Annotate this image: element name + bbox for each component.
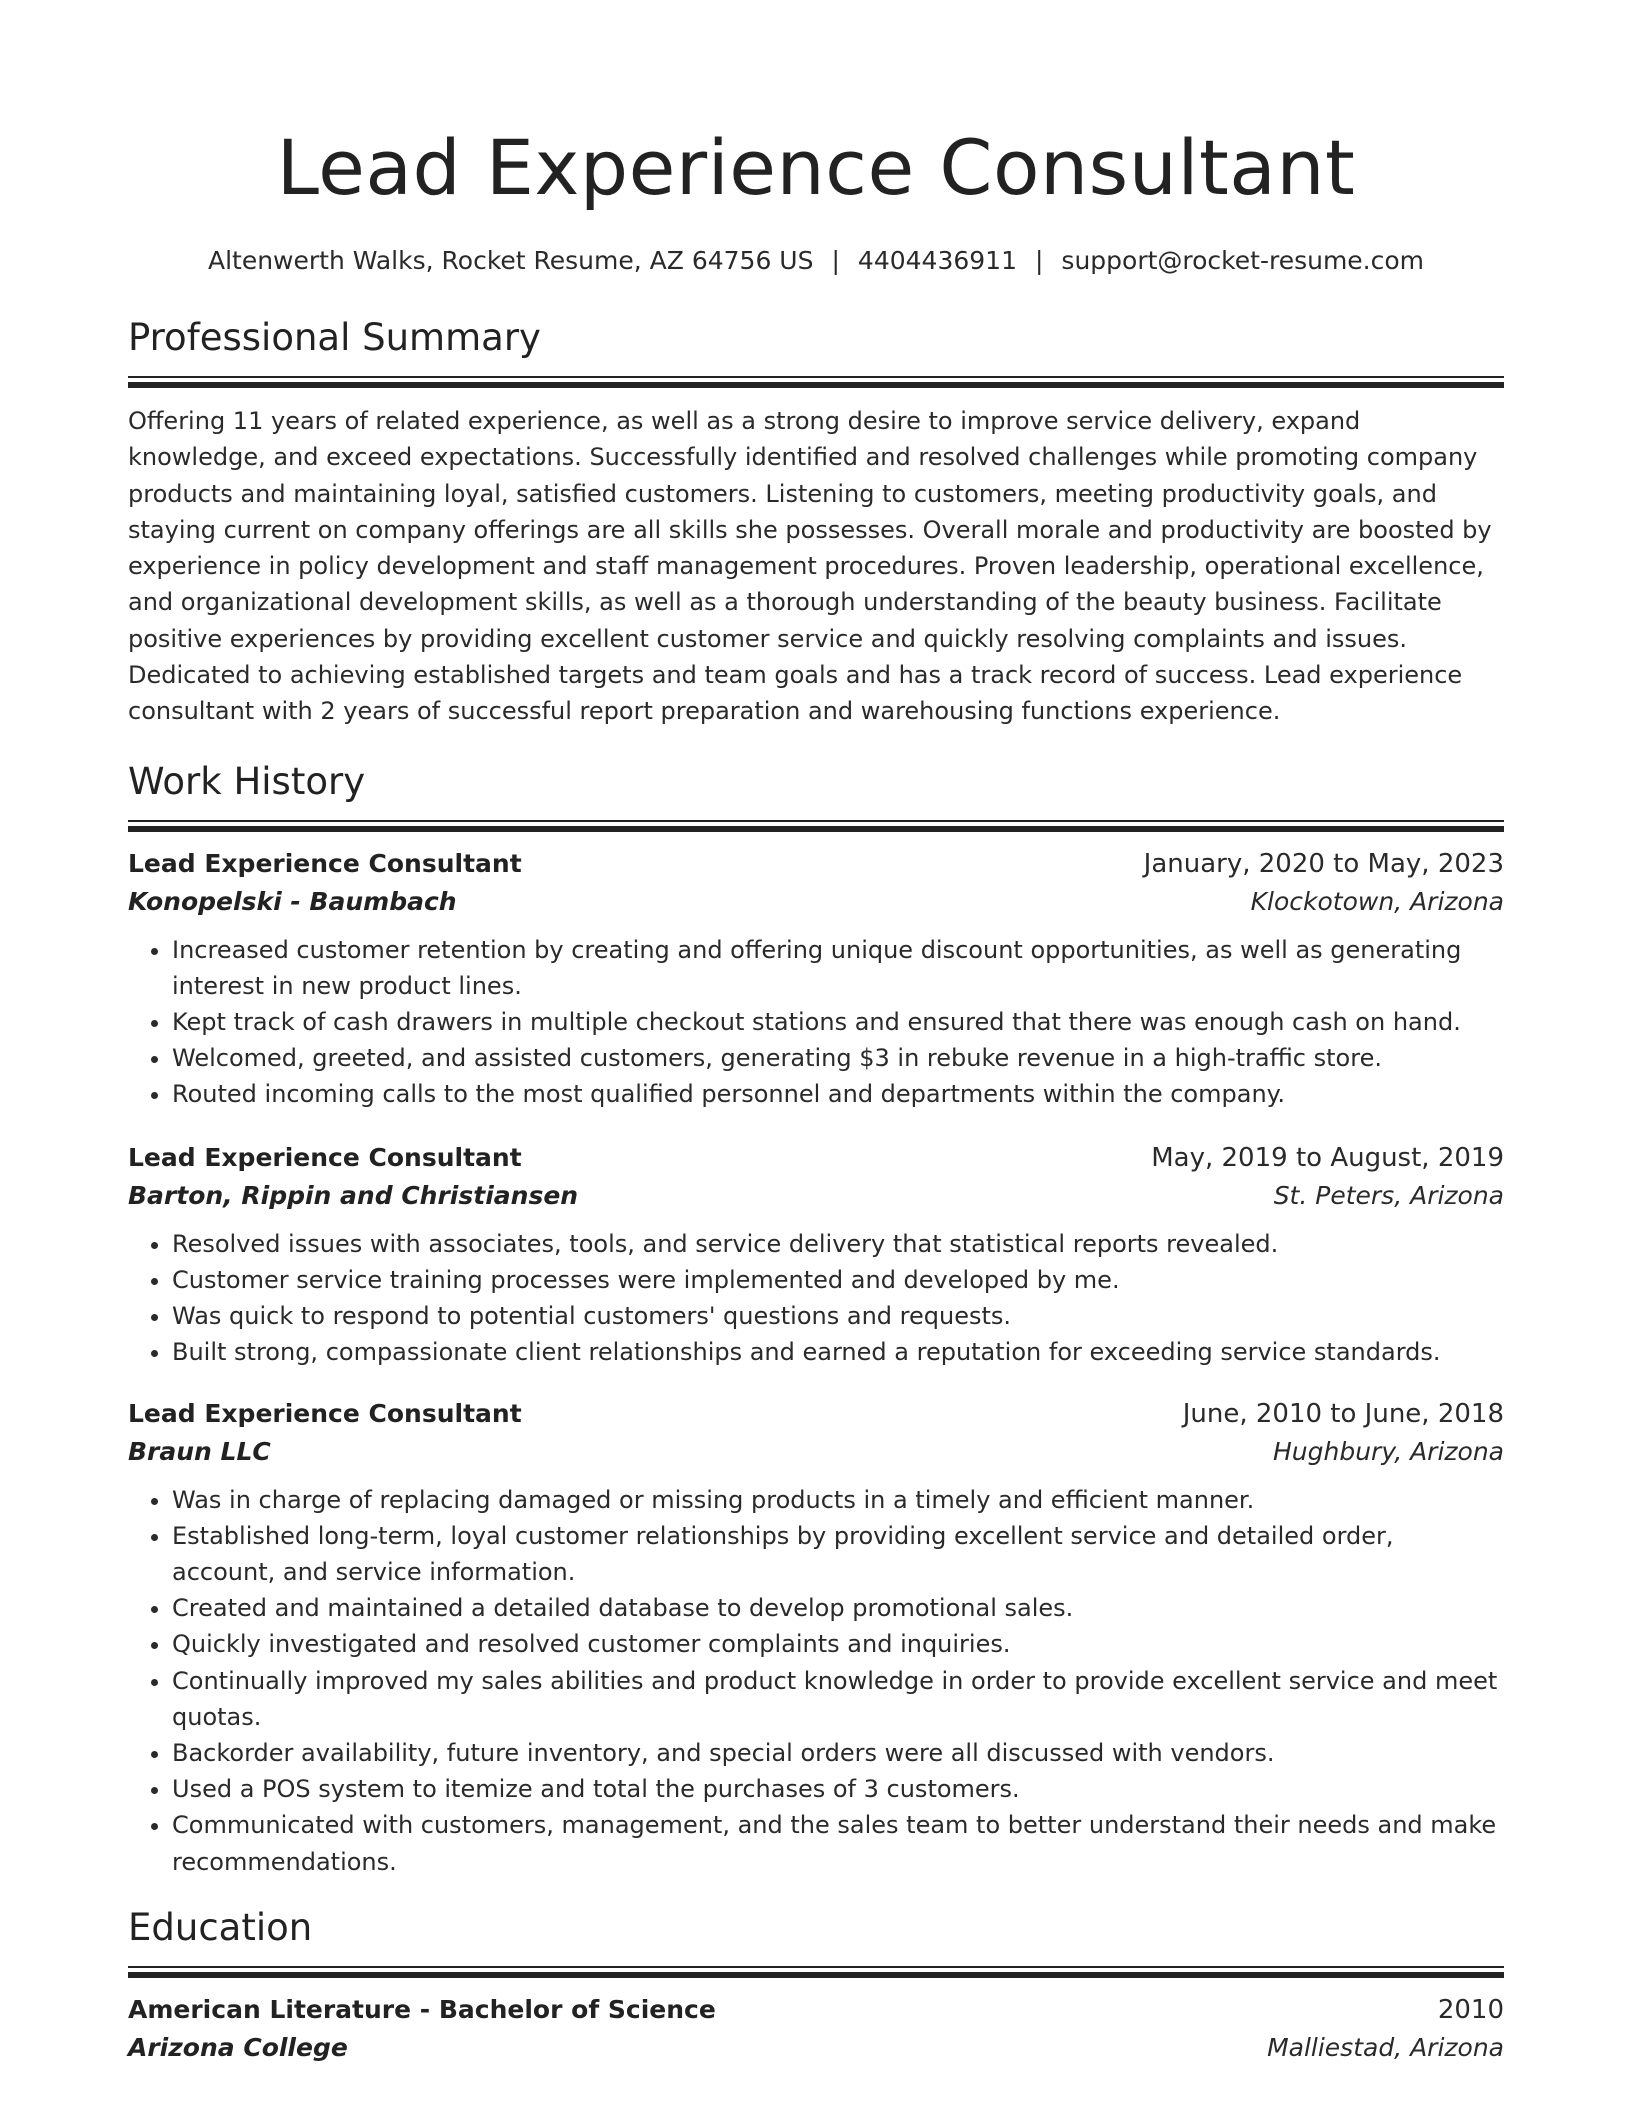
job-bullet: • Created and maintained a detailed database to develop promotional sales. [172,1590,1504,1626]
contact-phone: 4404436911 [857,246,1017,275]
section-title: Work History [128,759,366,803]
summary-section [128,314,1504,730]
school-location: Malliestad, Arizona [1267,2032,1504,2062]
contact-separator: | [831,246,840,275]
job-bullet: • Quickly investigated and resolved customer complaints and inquiries. [172,1626,1504,1662]
work-history-section [128,758,1504,1880]
education-header [128,1991,1504,2029]
resume-page [128,0,1504,2067]
job-dates: May, 2019 to August, 2019 [1151,1142,1504,1173]
section-divider [128,376,1504,389]
job-bullet: • Resolved issues with associates, tools, and service delivery that statistical reports revealed. [172,1226,1504,1262]
job-bullet: • Increased customer retention by creating and offering unique discount opportunities, as well as generating interest in new product lines. [172,932,1504,1004]
job-bullet: • Routed incoming calls to the most qualified personnel and departments within the company. [172,1076,1504,1112]
job-entry [128,845,1504,1113]
company-name: Braun LLC [128,1436,271,1466]
job-header [128,1395,1504,1433]
section-divider [128,820,1504,833]
job-bullet: • Continually improved my sales abilities and product knowledge in order to provide excellent service and meet quotas. [172,1663,1504,1735]
graduation-year: 2010 [1437,1994,1504,2025]
section-title: Professional Summary [128,316,541,359]
job-location: Hughbury, Arizona [1272,1436,1504,1466]
summary-text: Offering 11 years of related experience, as well as a strong desire to improve service delivery, expand knowledge, and exceed expectations. Successfully identified and resolved challenges while promoting company products and maintaining loyal, satisfied customers. Listening to customers, meeting productivity goals, and staying current on company offerings are all skills she possesses. Overall morale and productivity are boosted by experience in policy development and staff management procedures. Proven leadership, operational excellence, and organizational development skills, as well as a thorough understanding of the beauty business. Facilitate positive experiences by providing excellent customer service and quickly resolving complaints and issues. Dedicated to achieving established targets and team goals and has a track record of success. Lead experience consultant with 2 years of successful report preparation and warehousing functions experience. [128,407,1492,726]
job-bullet: • Backorder availability, future inventory, and special orders were all discussed with vendors. [172,1735,1504,1771]
job-bullets [128,932,1504,1113]
job-bullets [128,1226,1504,1371]
job-dates: June, 2010 to June, 2018 [1182,1398,1504,1429]
section-title: Education [128,1905,313,1949]
section-divider [128,1966,1504,1979]
job-title: Lead Experience Consultant [128,1142,522,1172]
job-bullet: • Established long-term, loyal customer relationships by providing excellent service and detailed order, account, and service information. [172,1518,1504,1590]
job-title: Lead Experience Consultant [128,1398,522,1428]
job-entry [128,1139,1504,1371]
job-subheader [128,1433,1504,1471]
job-bullet: • Used a POS system to itemize and total the purchases of 3 customers. [172,1771,1504,1807]
contact-email: support@rocket-resume.com [1061,246,1425,275]
job-subheader [128,1177,1504,1215]
job-bullet: • Welcomed, greeted, and assisted customers, generating $3 in rebuke revenue in a high-traffic store. [172,1040,1504,1076]
job-header [128,1139,1504,1177]
job-dates: January, 2020 to May, 2023 [1143,848,1504,879]
job-bullets [128,1482,1504,1880]
job-entry [128,1395,1504,1880]
job-location: Klockotown, Arizona [1250,886,1504,916]
education-entry [128,1991,1504,2067]
contact-line [128,244,1504,278]
job-bullet: • Kept track of cash drawers in multiple checkout stations and ensured that there was enough cash on hand. [172,1004,1504,1040]
company-name: Konopelski - Baumbach [128,886,457,916]
education-section [128,1904,1504,2067]
resume-name: Lead Experience Consultant [276,123,1356,212]
degree-name: American Literature - Bachelor of Science [128,1994,716,2024]
job-header [128,845,1504,883]
job-subheader [128,883,1504,921]
school-name: Arizona College [128,2032,348,2062]
contact-separator: | [1034,246,1044,275]
job-bullet: • Customer service training processes were implemented and developed by me. [172,1262,1504,1298]
company-name: Barton, Rippin and Christiansen [128,1180,579,1210]
contact-address: Altenwerth Walks, Rocket Resume, AZ 64756 US [207,246,814,275]
education-subheader [128,2029,1504,2067]
job-bullet: • Was quick to respond to potential customers' questions and requests. [172,1298,1504,1334]
job-location: St. Peters, Arizona [1273,1180,1504,1210]
job-bullet: • Communicated with customers, management, and the sales team to better understand their needs and make recommendations. [172,1807,1504,1879]
job-title: Lead Experience Consultant [128,848,522,878]
job-bullet: • Was in charge of replacing damaged or missing products in a timely and efficient manner. [172,1482,1504,1518]
job-bullet: • Built strong, compassionate client relationships and earned a reputation for exceeding service standards. [172,1334,1504,1370]
